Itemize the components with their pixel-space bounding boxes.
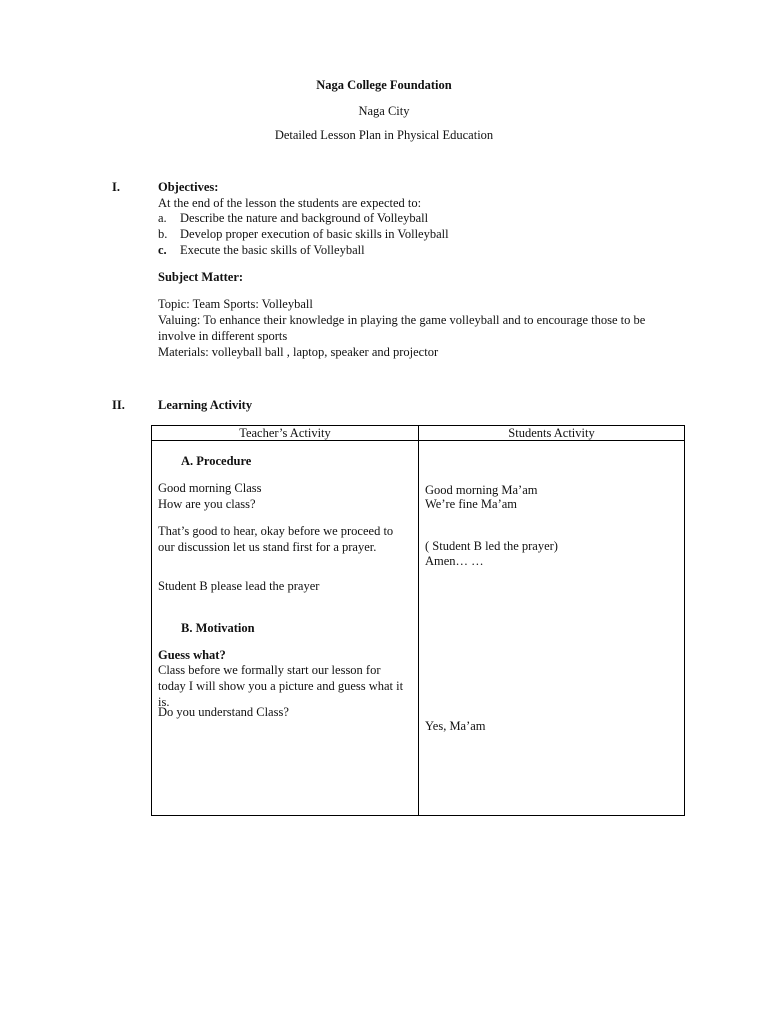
objective-item [158,210,638,226]
activity-table [151,425,685,816]
table-header-row [152,426,685,441]
col-header-students: Students Activity [419,426,685,441]
city-name: Naga City [358,104,410,118]
objectives-intro: At the end of the lesson the students are expected to: [158,196,422,210]
objectives-heading: Objectives: [158,180,219,194]
objective-letter: c. [158,243,167,257]
guess-heading: Guess what? [158,648,226,662]
section-2-numeral: II. [112,398,125,412]
teacher-understand: Do you understand Class? [158,705,289,719]
objective-text: Execute the basic skills of Volleyball [180,243,365,257]
materials-line: Materials: volleyball ball , laptop, speaker and projector [158,345,439,359]
topic-line: Topic: Team Sports: Volleyball [158,297,313,311]
objective-letter: a. [158,211,167,225]
objective-text: Develop proper execution of basic skills in Volleyball [180,227,449,241]
teacher-greeting-2: How are you class? [158,497,256,511]
student-amen: Amen… … [425,554,484,568]
section-1-numeral: I. [112,180,120,194]
plan-title: Detailed Lesson Plan in Physical Education [274,128,494,142]
teacher-prayer-lead: Student B please lead the prayer [158,579,320,593]
student-prayer-note: ( Student B led the prayer) [425,539,558,553]
students-cell [419,441,685,816]
subject-matter-heading: Subject Matter: [158,270,244,284]
student-greeting-reply-2: We’re fine Ma’am [425,497,517,511]
learning-activity-heading: Learning Activity [158,398,253,412]
teacher-cell [152,441,419,816]
motivation-heading: B. Motivation [181,621,255,635]
student-greeting-reply-1: Good morning Ma’am [425,483,538,497]
teacher-greeting-1: Good morning Class [158,481,262,495]
objective-letter: b. [158,227,168,241]
guess-text: Class before we formally start our lesson for today I will show you a picture and guess what it is. [158,663,404,709]
objective-item [158,226,638,242]
student-yes: Yes, Ma’am [425,719,486,733]
col-header-teacher: Teacher’s Activity [152,426,419,441]
institution-name: Naga College Foundation [316,78,452,92]
table-row [152,441,685,816]
teacher-prayer-invite: That’s good to hear, okay before we proceed to our discussion let us stand first for a prayer. [158,524,394,554]
objective-text: Describe the nature and background of Volleyball [180,211,429,225]
objectives-list [158,210,638,258]
procedure-heading: A. Procedure [181,454,252,468]
objective-item [158,242,638,258]
valuing-text: Valuing: To enhance their knowledge in playing the game volleyball and to encourage those to be involve in different sports [158,313,646,343]
